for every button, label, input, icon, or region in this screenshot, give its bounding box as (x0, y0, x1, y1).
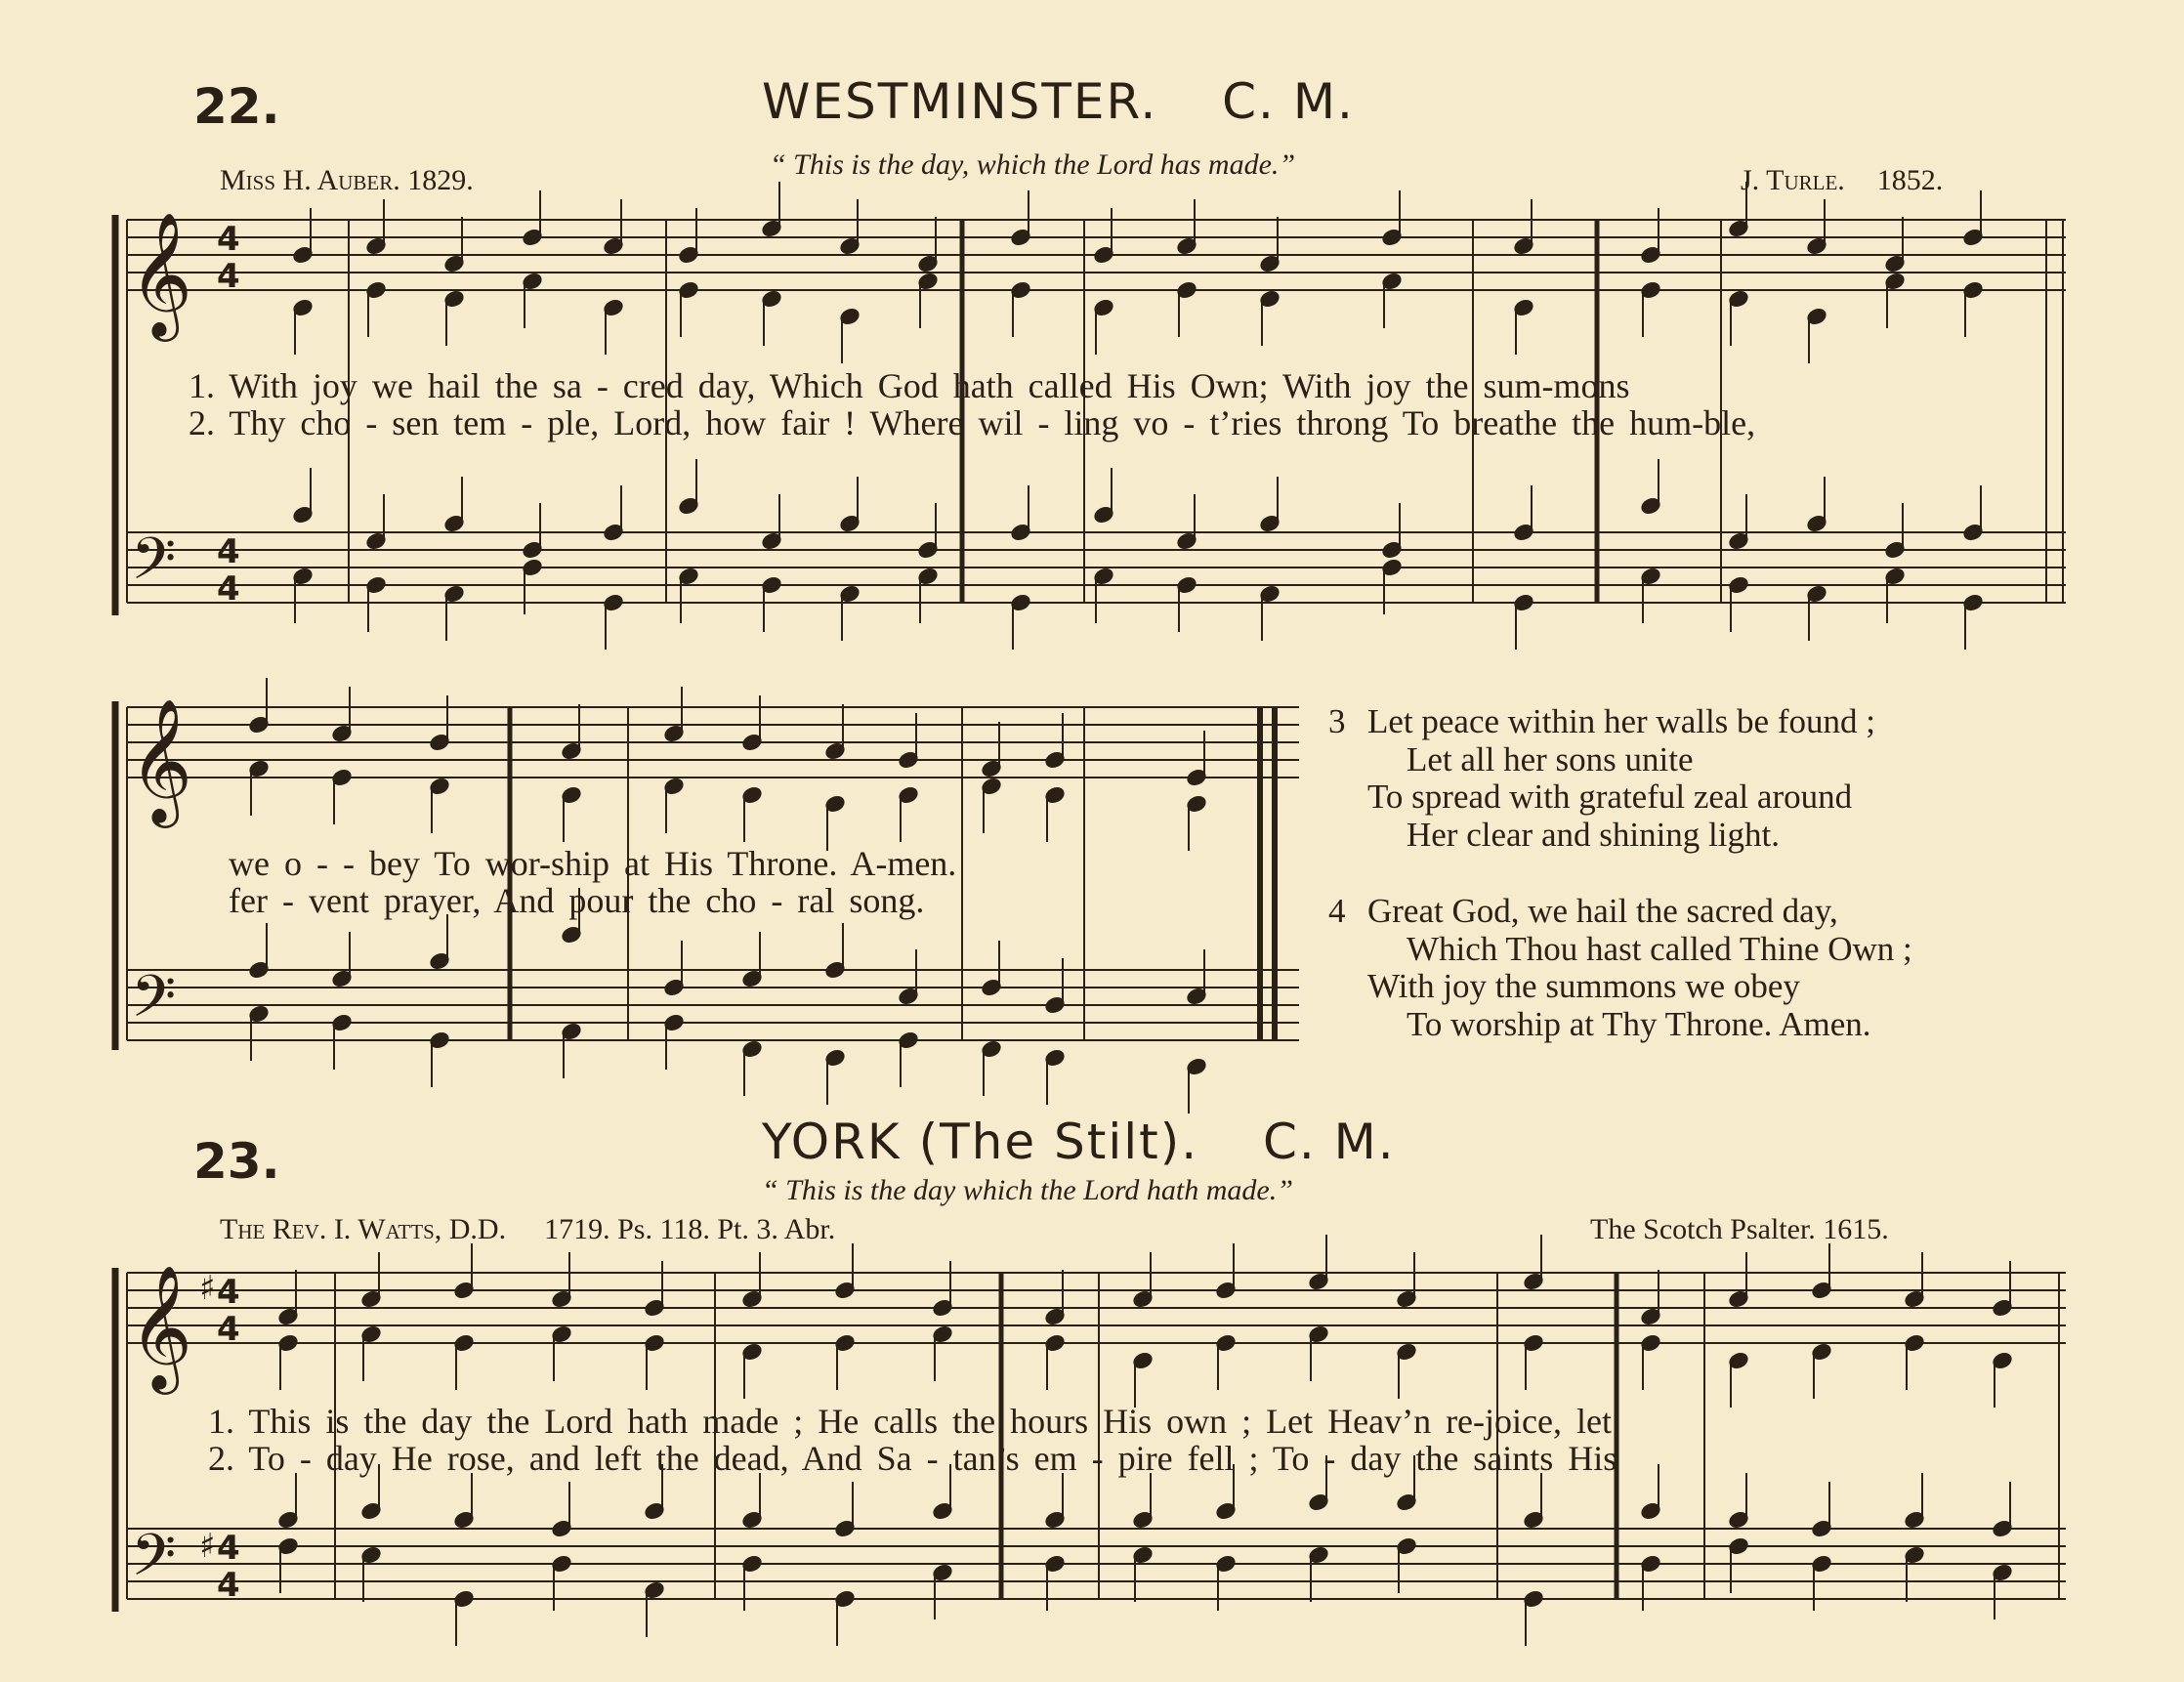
bass-clef-icon: 𝄢 (131, 962, 177, 1044)
hymn-23-title: YORK (The Stilt). (762, 1114, 1199, 1170)
hymn-22-meter: C. M. (1222, 73, 1355, 130)
hymn-22-author-year: 1829. (407, 164, 474, 196)
verse-line: Great God, we hail the sacred day, (1367, 892, 1838, 930)
svg-text:4: 4 (217, 1273, 240, 1312)
hymn-22-number: 22. (193, 78, 280, 135)
sharp-key-signature: ♯ (199, 1269, 216, 1308)
svg-text:4: 4 (217, 220, 240, 259)
verse-line: Let peace within her walls be found ; (1367, 702, 1875, 740)
h23-lyric-line-2: 2. To - day He rose, and left the dead, And Sa - tan’s em - pire fell ; To - day the saints His (208, 1439, 1617, 1478)
hymn-22-composer-year: 1852. (1876, 164, 1944, 196)
hymn-23-author-line (220, 1213, 835, 1246)
hymn-23-author: The Rev. I. Watts, D.D. (220, 1213, 507, 1245)
hymn-22-composer: J. Turle. (1741, 164, 1845, 196)
verse-number: 4 (1328, 892, 1346, 930)
svg-text:4: 4 (217, 569, 240, 609)
h22-lyric-line-4: fer - vent prayer, And pour the cho - ral song. (229, 881, 925, 920)
h22-lyric-line-3: we o - - bey To wor-ship at His Throne. A-men. (229, 844, 957, 883)
treble-clef-icon: 𝄞 (129, 211, 193, 336)
treble-clef-icon: 𝄞 (129, 697, 193, 822)
h23-treble-staff (127, 1273, 2066, 1343)
hymn-23-composer: The Scotch Psalter. 1615. (1590, 1213, 1889, 1245)
h22-lyric-line-2: 2. Thy cho - sen tem - ple, Lord, how fair ! Where wil - ling vo - t’ries throng To breathe the hum-ble, (189, 403, 1756, 442)
svg-text:4: 4 (217, 532, 240, 571)
svg-text:4: 4 (217, 1310, 240, 1349)
hymn-22-author: Miss H. Auber. (220, 164, 400, 196)
verse-line: Which Thou hast called Thine Own ; (1407, 929, 1912, 968)
svg-text:4: 4 (217, 1566, 240, 1605)
treble-clef-icon: 𝄞 (129, 1264, 193, 1389)
h22-s2-bass-staff (127, 970, 1299, 1040)
verse-line: To spread with grateful zeal around (1367, 778, 1853, 816)
hymn-23-title-line (762, 1114, 1396, 1170)
h23-bass-staff (127, 1529, 2066, 1599)
sharp-key-signature: ♯ (199, 1527, 216, 1566)
svg-text:4: 4 (217, 1529, 240, 1568)
hymn-22-title: WESTMINSTER. (762, 73, 1158, 130)
verse-line: Her clear and shining light. (1407, 815, 1780, 854)
h22-s2-treble-staff (127, 707, 1299, 778)
h23-lyric-line-1: 1. This is the day the Lord hath made ; He calls the hours His own ; Let Heav’n re-joice, let (208, 1402, 1612, 1441)
verse-number: 3 (1328, 702, 1346, 740)
svg-text:4: 4 (217, 257, 240, 296)
verse-line: To worship at Thy Throne. Amen. (1407, 1004, 1871, 1043)
verse-line: Let all her sons unite (1407, 739, 1694, 778)
hymn-22-motto: “ This is the day, which the Lord has made.” (770, 148, 1296, 181)
h22-verse-4 (1328, 893, 1912, 1043)
verse-line: With joy the summons we obey (1367, 967, 1800, 1005)
hymn-23-meter: C. M. (1262, 1114, 1396, 1170)
hymn-23-number: 23. (193, 1133, 280, 1190)
hymn-23-motto: “ This is the day which the Lord hath made.” (762, 1174, 1293, 1206)
bass-clef-icon: 𝄢 (131, 1521, 177, 1603)
bass-clef-icon: 𝄢 (131, 525, 177, 607)
hymn-23-author-detail: 1719. Ps. 118. Pt. 3. Abr. (544, 1213, 836, 1245)
h22-lyric-line-1: 1. With joy we hail the sa - cred day, Which God hath called His Own; With joy the sum-mons (189, 366, 1630, 405)
h22-verse-3 (1328, 703, 1875, 854)
